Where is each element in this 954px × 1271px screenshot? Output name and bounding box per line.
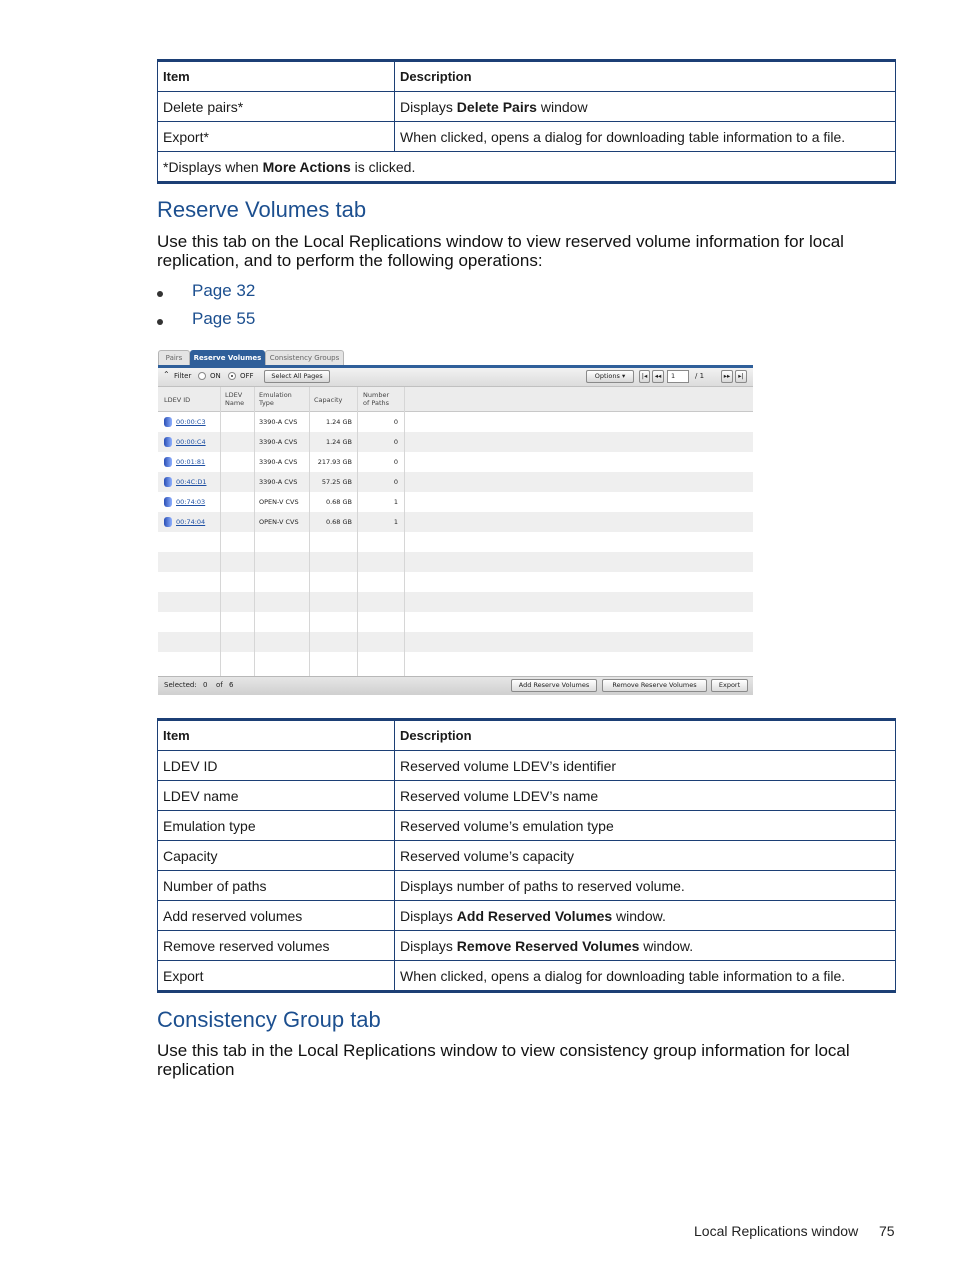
- filter-on-radio[interactable]: [198, 372, 206, 380]
- section-heading-reserve: Reserve Volumes tab: [157, 197, 367, 222]
- emulation-cell: 3390-A CVS: [259, 438, 298, 446]
- capacity-cell: 57.25 GB: [321, 478, 352, 486]
- chevron-down-icon: ▾: [621, 372, 626, 380]
- capacity-cell: 0.68 GB: [325, 518, 352, 526]
- grid-row[interactable]: [158, 412, 753, 432]
- emulation-cell: OPEN-V CVS: [259, 518, 299, 526]
- consistency-intro: Use this tab in the Local Replications window to view consistency group information for local replication: [157, 1041, 850, 1079]
- col-capacity[interactable]: Capacity: [314, 396, 343, 404]
- tab-consistency-groups[interactable]: Consistency Groups: [265, 350, 344, 366]
- page-link[interactable]: Page 55: [192, 309, 256, 328]
- item-cell: Number of paths: [158, 871, 395, 901]
- ldev-id-link[interactable]: 00:4C:D1: [176, 478, 207, 486]
- item-cell: Capacity: [158, 841, 395, 871]
- volume-icon: [164, 497, 172, 507]
- first-page-icon: |◂: [641, 372, 648, 380]
- description-cell: Displays number of paths to reserved volume.: [395, 871, 896, 901]
- item-cell: Export*: [158, 122, 395, 152]
- volume-icon: [164, 417, 172, 427]
- tab-bar: [158, 350, 753, 366]
- prev-page-button[interactable]: [652, 370, 664, 383]
- options-dropdown[interactable]: Options ▾: [586, 370, 634, 383]
- header-description: Description: [395, 720, 896, 751]
- export-button[interactable]: Export: [711, 679, 748, 692]
- ldev-id-link[interactable]: 00:00:C4: [176, 438, 206, 446]
- grid-row[interactable]: [158, 492, 753, 512]
- tab-pairs[interactable]: Pairs: [158, 350, 190, 366]
- filter-collapse-icon[interactable]: ⌃: [163, 370, 170, 379]
- grid-row[interactable]: [158, 452, 753, 472]
- grid-row: [158, 552, 753, 572]
- filter-on-label: ON: [210, 372, 221, 380]
- select-all-pages-button[interactable]: Select All Pages: [264, 370, 330, 383]
- description-cell: Reserved volume’s emulation type: [395, 811, 896, 841]
- description-cell: Reserved volume’s capacity: [395, 841, 896, 871]
- description-cell: Displays Delete Pairs window: [395, 92, 896, 122]
- table-row: [158, 901, 896, 931]
- col-ldev-id[interactable]: LDEV ID: [164, 396, 191, 404]
- capacity-cell: 1.24 GB: [325, 438, 352, 446]
- grid-row: [158, 652, 753, 672]
- capacity-cell: 217.93 GB: [317, 458, 352, 466]
- volume-icon: [164, 477, 172, 487]
- item-cell: LDEV name: [158, 781, 395, 811]
- next-page-icon: ▸▸: [723, 372, 731, 380]
- grid-row[interactable]: [158, 432, 753, 452]
- emulation-cell: 3390-A CVS: [259, 458, 298, 466]
- table-row: [158, 122, 896, 152]
- grid-row[interactable]: [158, 512, 753, 532]
- capacity-cell: 1.24 GB: [325, 418, 352, 426]
- header-item: Item: [158, 61, 395, 92]
- item-cell: LDEV ID: [158, 751, 395, 781]
- bullet-dot: [157, 291, 163, 297]
- grid-row: [158, 532, 753, 552]
- last-page-icon: ▸|: [738, 372, 744, 380]
- emulation-cell: 3390-A CVS: [259, 418, 298, 426]
- total-count: 6: [229, 681, 234, 689]
- selected-count: 0: [203, 681, 208, 689]
- item-cell: Remove reserved volumes: [158, 931, 395, 961]
- page-link[interactable]: Page 32: [192, 281, 256, 300]
- description-cell: Reserved volume LDEV’s identifier: [395, 751, 896, 781]
- table-row: [158, 751, 896, 781]
- first-page-button[interactable]: [639, 370, 650, 383]
- paths-cell: 1: [393, 498, 398, 506]
- filter-off-label: OFF: [240, 372, 254, 380]
- item-cell: Export: [158, 961, 395, 992]
- col-ldev-name[interactable]: LDEV Name: [225, 391, 245, 407]
- description-cell: Displays Remove Reserved Volumes window.: [395, 931, 896, 961]
- col-divider: [357, 387, 358, 676]
- item-cell: Delete pairs*: [158, 92, 395, 122]
- volume-icon: [164, 457, 172, 467]
- status-bar: [158, 676, 753, 695]
- last-page-button[interactable]: [735, 370, 747, 383]
- add-reserve-volumes-button[interactable]: Add Reserve Volumes: [511, 679, 597, 692]
- header-item: Item: [158, 720, 395, 751]
- col-number-of-paths[interactable]: Number of Paths: [363, 391, 390, 407]
- header-description: Description: [395, 61, 896, 92]
- paths-cell: 0: [393, 458, 398, 466]
- description-cell: When clicked, opens a dialog for downloading table information to a file.: [395, 122, 896, 152]
- reserve-intro: Use this tab on the Local Replications window to view reserved volume information for local replication, and to perform the following operations:: [157, 232, 844, 270]
- filter-label: Filter: [174, 372, 192, 380]
- volume-icon: [164, 517, 172, 527]
- grid-row[interactable]: [158, 472, 753, 492]
- table-row: [158, 841, 896, 871]
- table-note: *Displays when More Actions is clicked.: [158, 152, 896, 183]
- ldev-id-link[interactable]: 00:74:04: [176, 518, 206, 526]
- emulation-cell: OPEN-V CVS: [259, 498, 299, 506]
- item-cell: Emulation type: [158, 811, 395, 841]
- grid-row: [158, 632, 753, 652]
- of-label: of: [216, 681, 223, 689]
- col-emulation-type[interactable]: Emulation Type: [259, 391, 292, 407]
- table-note-row: [158, 152, 896, 183]
- table-row: [158, 961, 896, 992]
- table-row: [158, 92, 896, 122]
- table-header-row: [158, 720, 896, 751]
- col-divider: [254, 387, 255, 676]
- volume-icon: [164, 437, 172, 447]
- paths-cell: 0: [393, 418, 398, 426]
- grid-row: [158, 592, 753, 612]
- ldev-id-link[interactable]: 00:00:C3: [176, 418, 206, 426]
- section-heading-consistency: Consistency Group tab: [157, 1007, 381, 1032]
- toolbar: [158, 368, 753, 387]
- description-cell: Displays Add Reserved Volumes window.: [395, 901, 896, 931]
- filter-off-radio[interactable]: [228, 372, 236, 380]
- capacity-cell: 0.68 GB: [325, 498, 352, 506]
- reserve-volumes-screenshot: [158, 350, 753, 694]
- top-table: [157, 59, 896, 184]
- grid-header: [158, 387, 753, 412]
- grid-row: [158, 612, 753, 632]
- prev-page-icon: ◂◂: [654, 372, 662, 380]
- emulation-cell: 3390-A CVS: [259, 478, 298, 486]
- table-row: [158, 781, 896, 811]
- grid-row: [158, 572, 753, 592]
- grid-body: [158, 412, 753, 676]
- page-total: / 1: [695, 372, 705, 380]
- ldev-id-link[interactable]: 00:01:81: [176, 458, 206, 466]
- ldev-id-link[interactable]: 00:74:03: [176, 498, 206, 506]
- table-header-row: [158, 61, 896, 92]
- col-divider: [220, 387, 221, 676]
- paths-cell: 1: [393, 518, 398, 526]
- page-input[interactable]: 1: [667, 370, 689, 383]
- paths-cell: 0: [393, 438, 398, 446]
- footer-title: Local Replications window: [694, 1223, 859, 1239]
- next-page-button[interactable]: [721, 370, 733, 383]
- col-divider: [404, 387, 405, 676]
- paths-cell: 0: [393, 478, 398, 486]
- table-row: [158, 871, 896, 901]
- table-row: [158, 811, 896, 841]
- remove-reserve-volumes-button[interactable]: Remove Reserve Volumes: [602, 679, 707, 692]
- description-cell: When clicked, opens a dialog for downloading table information to a file.: [395, 961, 896, 992]
- item-cell: Add reserved volumes: [158, 901, 395, 931]
- description-cell: Reserved volume LDEV’s name: [395, 781, 896, 811]
- table-row: [158, 931, 896, 961]
- col-divider: [309, 387, 310, 676]
- page-number: 75: [879, 1223, 895, 1239]
- bullet-dot: [157, 319, 163, 325]
- tab-reserve-volumes[interactable]: Reserve Volumes: [190, 350, 265, 366]
- description-table: [157, 718, 896, 993]
- selected-label: Selected:: [164, 681, 197, 689]
